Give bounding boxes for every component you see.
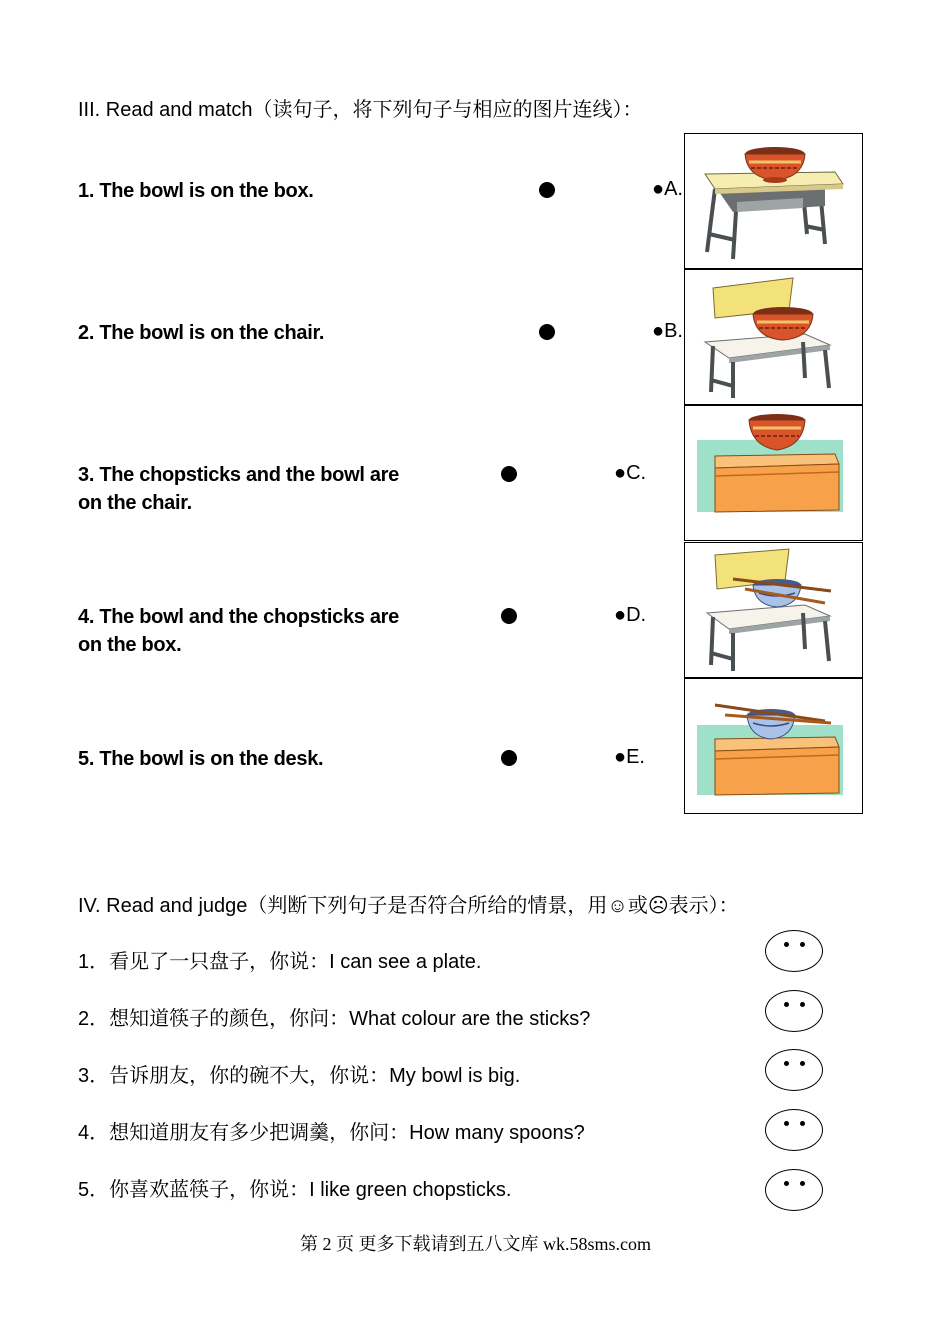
judge-item-4: 4．想知道朋友有多少把调羹，你问：How many spoons?	[78, 1122, 585, 1144]
left-match-dot-4[interactable]	[501, 608, 517, 624]
answer-face-icon[interactable]	[765, 1049, 823, 1091]
sentence-line: on the chair.	[78, 492, 192, 514]
left-match-dot-3[interactable]	[501, 466, 517, 482]
answer-face-icon[interactable]	[765, 990, 823, 1032]
sentence-line: 2. The bowl is on the chair.	[78, 322, 325, 344]
match-sentence-1	[78, 177, 314, 205]
left-match-dot-1[interactable]	[539, 182, 555, 198]
option-label-e[interactable]: ●E.	[614, 746, 645, 768]
match-sentence-5	[78, 745, 323, 773]
page-footer: 第 2 页 更多下载请到五八文库 wk.58sms.com	[300, 1234, 651, 1254]
picture-bowl-on-desk[interactable]	[684, 133, 863, 269]
section3-heading: III. Read and match（读句子，将下列句子与相应的图片连线）：	[78, 99, 643, 121]
judge-item-5: 5．你喜欢蓝筷子，你说：I like green chopsticks.	[78, 1179, 512, 1201]
picture-bowl-on-chair[interactable]	[684, 269, 863, 405]
sentence-line: on the box.	[78, 634, 182, 656]
judge-item-2: 2．想知道筷子的颜色，你问：What colour are the sticks?	[78, 1008, 591, 1030]
left-match-dot-2[interactable]	[539, 324, 555, 340]
sentence-line: 1. The bowl is on the box.	[78, 180, 314, 202]
picture-bowl-on-box[interactable]	[684, 405, 863, 541]
answer-face-icon[interactable]	[765, 1109, 823, 1151]
option-label-b[interactable]: ●B.	[652, 320, 683, 342]
option-label-c[interactable]: ●C.	[614, 462, 647, 484]
left-match-dot-5[interactable]	[501, 750, 517, 766]
answer-face-icon[interactable]	[765, 930, 823, 972]
match-sentence-4	[78, 603, 399, 659]
match-sentence-2	[78, 319, 324, 347]
judge-item-3: 3．告诉朋友，你的碗不大，你说：My bowl is big.	[78, 1065, 521, 1087]
section4-heading: IV. Read and judge（判断下列句子是否符合所给的情景，用☺或☹表示）：	[78, 895, 739, 917]
sentence-line: 3. The chopsticks and the bowl are	[78, 464, 399, 486]
judge-item-1: 1．看见了一只盘子，你说：I can see a plate.	[78, 951, 482, 973]
picture-bowl-chopsticks-on-box[interactable]	[684, 678, 863, 814]
picture-bowl-chopsticks-on-chair[interactable]	[684, 542, 863, 678]
option-label-a[interactable]: ●A.	[652, 178, 683, 200]
match-sentence-3	[78, 461, 399, 517]
sentence-line: 5. The bowl is on the desk.	[78, 748, 324, 770]
option-label-d[interactable]: ●D.	[614, 604, 647, 626]
answer-face-icon[interactable]	[765, 1169, 823, 1211]
sentence-line: 4. The bowl and the chopsticks are	[78, 606, 399, 628]
